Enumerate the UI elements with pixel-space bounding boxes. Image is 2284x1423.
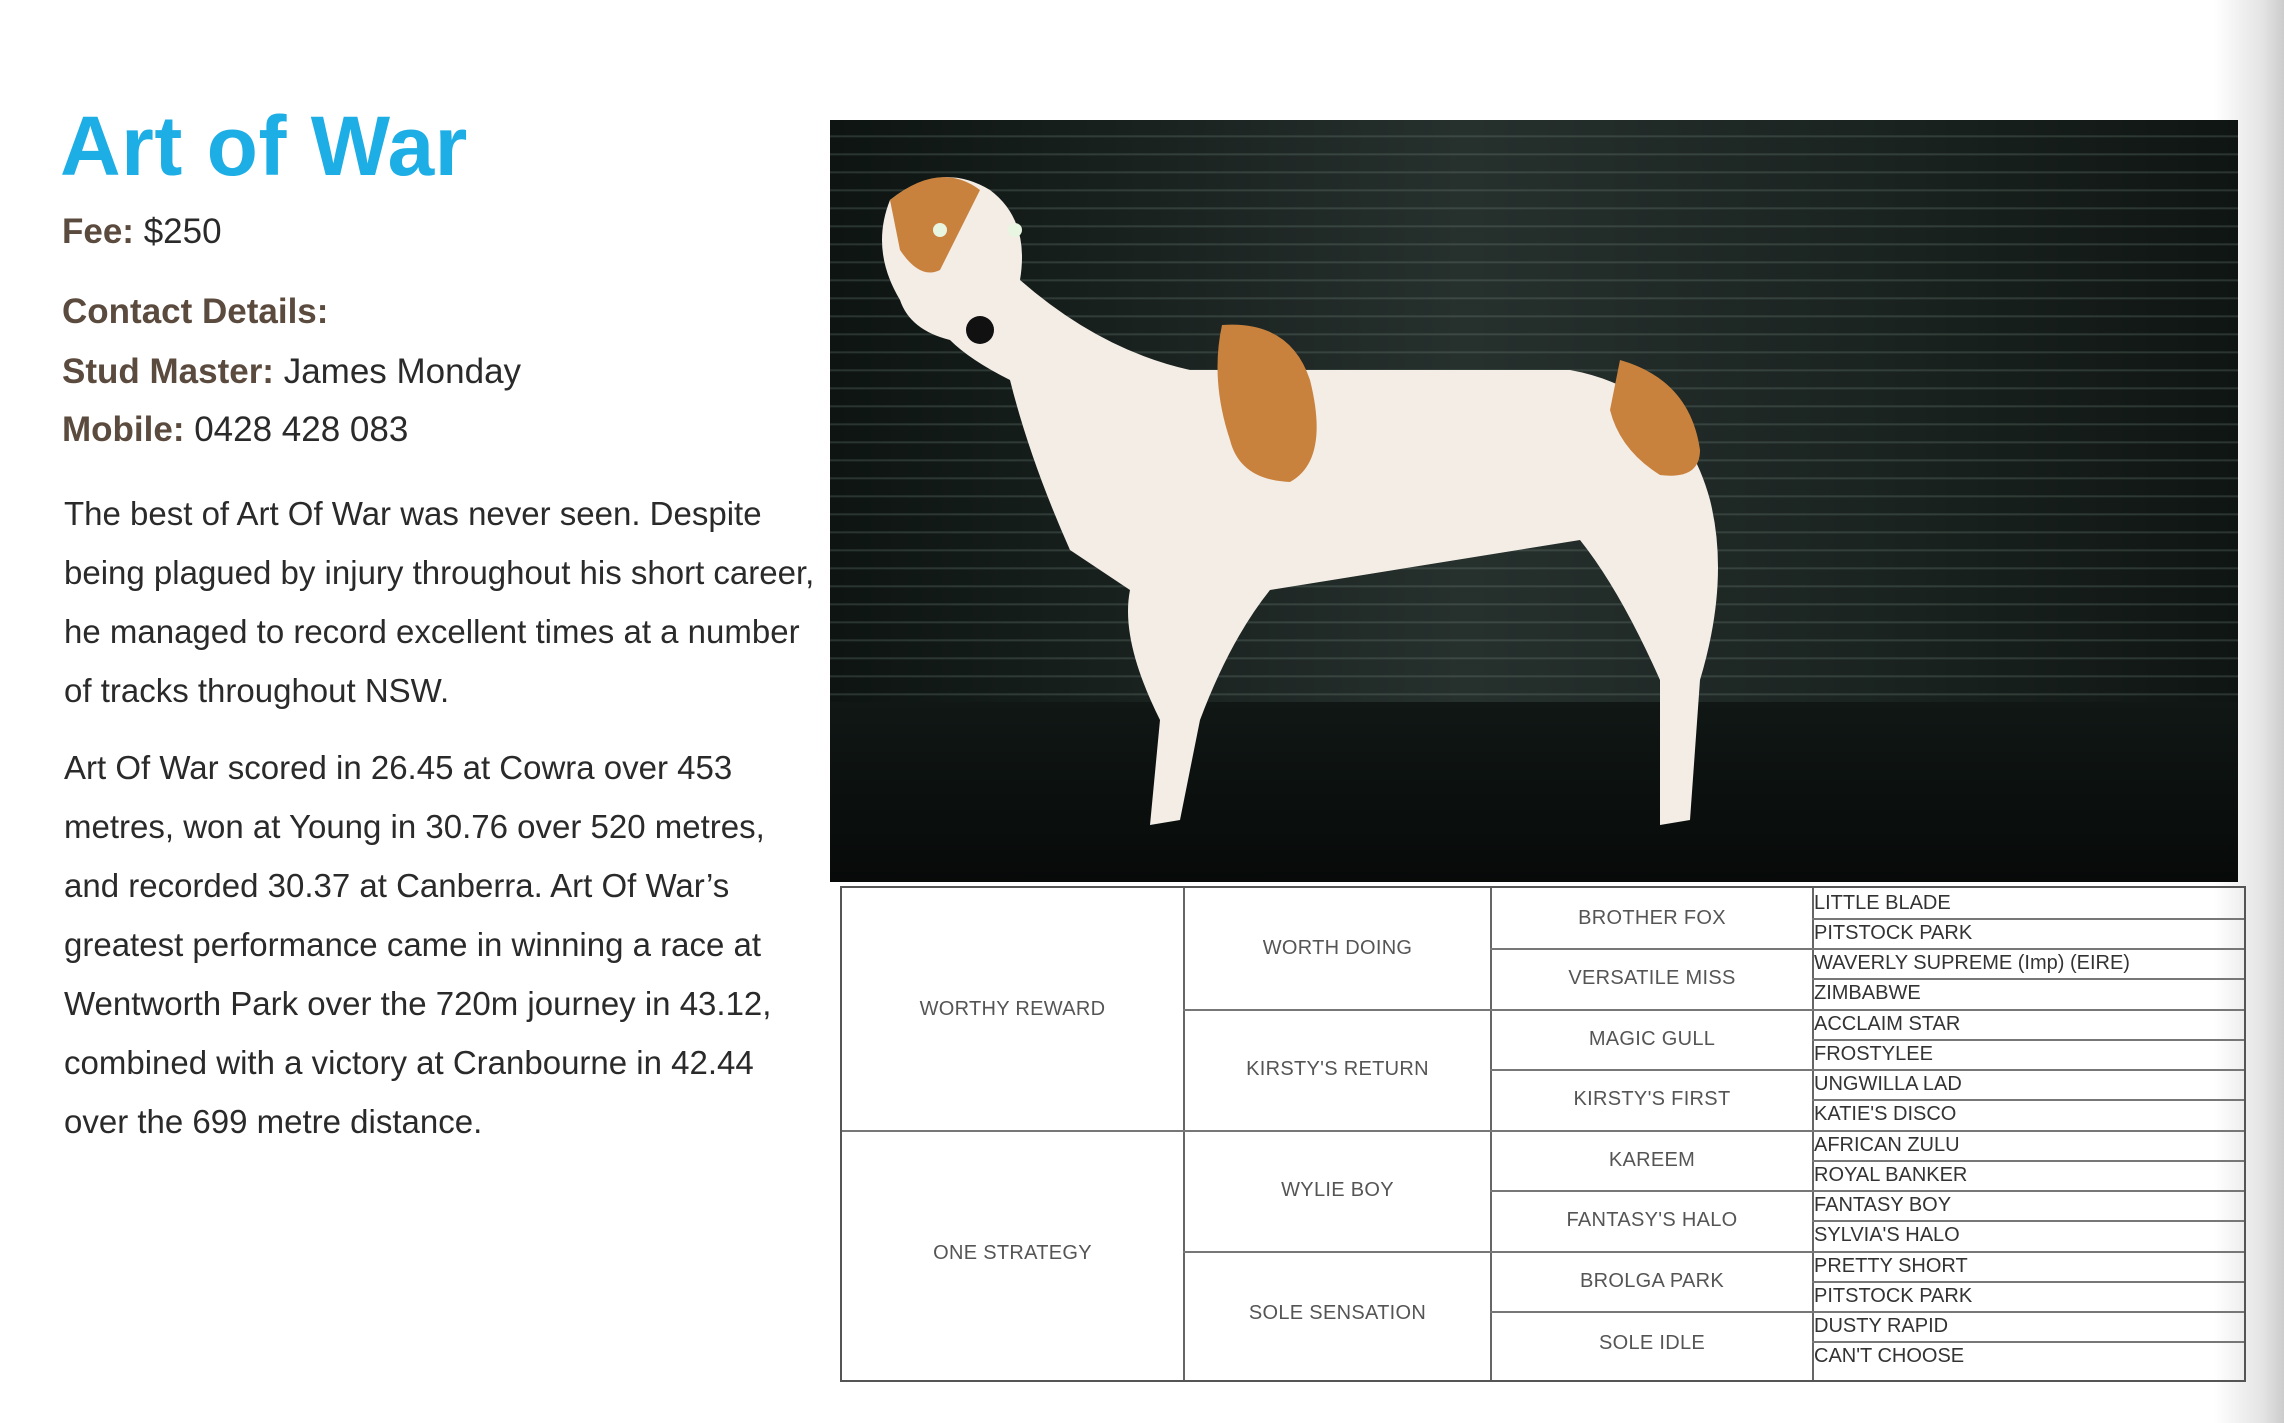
- great-grandparent: KIRSTY'S FIRST: [1573, 1088, 1731, 1110]
- mobile-value: 0428 428 083: [194, 410, 409, 449]
- granddam: KIRSTY'S RETURN: [1246, 1058, 1429, 1080]
- fee-value: $250: [143, 212, 222, 251]
- nose-shape: [966, 316, 994, 344]
- sire: WORTHY REWARD: [919, 997, 1106, 1020]
- gen4-ancestor: ACCLAIM STAR: [1814, 1013, 1961, 1035]
- mobile-label: Mobile:: [62, 410, 185, 449]
- great-grandparent: MAGIC GULL: [1588, 1027, 1716, 1050]
- gen4-ancestor: FROSTYLEE: [1814, 1043, 1933, 1065]
- gen4-ancestor: CAN'T CHOOSE: [1814, 1345, 1965, 1367]
- great-grandparent: BROTHER FOX: [1578, 906, 1726, 929]
- gen4-ancestor: PITSTOCK PARK: [1814, 1285, 1973, 1307]
- stud-master-label: Stud Master:: [62, 352, 274, 391]
- fee-label: Fee:: [62, 212, 134, 251]
- gen4-ancestor: SYLVIA'S HALO: [1814, 1224, 1960, 1246]
- gen4-ancestor: UNGWILLA LAD: [1814, 1073, 1962, 1095]
- grandsire: WORTH DOING: [1262, 937, 1413, 959]
- granddam: SOLE SENSATION: [1248, 1302, 1427, 1324]
- row-divider: [1812, 1220, 2244, 1222]
- great-grandparent: SOLE IDLE: [1598, 1332, 1706, 1354]
- gen4-ancestor: PRETTY SHORT: [1814, 1255, 1968, 1277]
- gen4-ancestor: WAVERLY SUPREME (Imp) (EIRE): [1814, 952, 2130, 974]
- eye-shape: [933, 223, 947, 237]
- description-paragraph-2: Art Of War scored in 26.45 at Cowra over 453 metres, won at Young in 30.76 over 520 metres, and recorded 30.37 at Canberra. Art Of War’s greatest performance came in winning a race at Wentworth Park over the 720m journey in 43.12, combined with a victory at Cranbourne in 42.44 over the 699 metre distance.: [64, 749, 772, 1140]
- gen4-ancestor: AFRICAN ZULU: [1814, 1134, 1960, 1156]
- row-divider: [1812, 1281, 2244, 1283]
- gen4-ancestor: FANTASY BOY: [1814, 1194, 1952, 1216]
- greyhound-body-shape: [882, 177, 1718, 825]
- great-grandparent: FANTASY'S HALO: [1566, 1209, 1738, 1231]
- description-paragraph-1: The best of Art Of War was never seen. Despite being plagued by injury throughout his short career, he managed to record excellent times at a number of tracks throughout NSW.: [64, 495, 815, 709]
- row-divider: [1812, 1099, 2244, 1101]
- greyhound-photo: [830, 120, 2238, 882]
- stud-master-line: [62, 352, 521, 392]
- fee-line: [62, 212, 222, 252]
- row-divider: [1812, 1341, 2244, 1343]
- mobile-line: [62, 410, 408, 450]
- row-divider: [1812, 978, 2244, 980]
- eye-shape: [1008, 223, 1022, 237]
- contact-heading: Contact Details:: [62, 292, 329, 331]
- gen4-ancestor: KATIE'S DISCO: [1814, 1103, 1957, 1125]
- dam: ONE STRATEGY: [933, 1241, 1092, 1264]
- gen4-ancestor: DUSTY RAPID: [1814, 1315, 1949, 1337]
- gen4-ancestor: ROYAL BANKER: [1814, 1164, 1968, 1186]
- gen4-ancestor: PITSTOCK PARK: [1814, 922, 1973, 944]
- row-divider: [1812, 918, 2244, 920]
- dog-name-title: Art of War: [60, 99, 468, 193]
- grandsire: WYLIE BOY: [1281, 1179, 1394, 1201]
- pedigree-table: [840, 886, 2246, 1382]
- great-grandparent: BROLGA PARK: [1579, 1269, 1725, 1292]
- great-grandparent: KAREEM: [1608, 1148, 1696, 1171]
- gen4-ancestor: ZIMBABWE: [1814, 982, 1921, 1004]
- gen4-ancestor: LITTLE BLADE: [1814, 892, 1951, 914]
- greyhound-illustration: [830, 120, 2238, 882]
- stud-master-value: James Monday: [283, 352, 522, 391]
- row-divider: [1812, 1160, 2244, 1162]
- row-divider: [1812, 1039, 2244, 1041]
- great-grandparent: VERSATILE MISS: [1568, 967, 1736, 989]
